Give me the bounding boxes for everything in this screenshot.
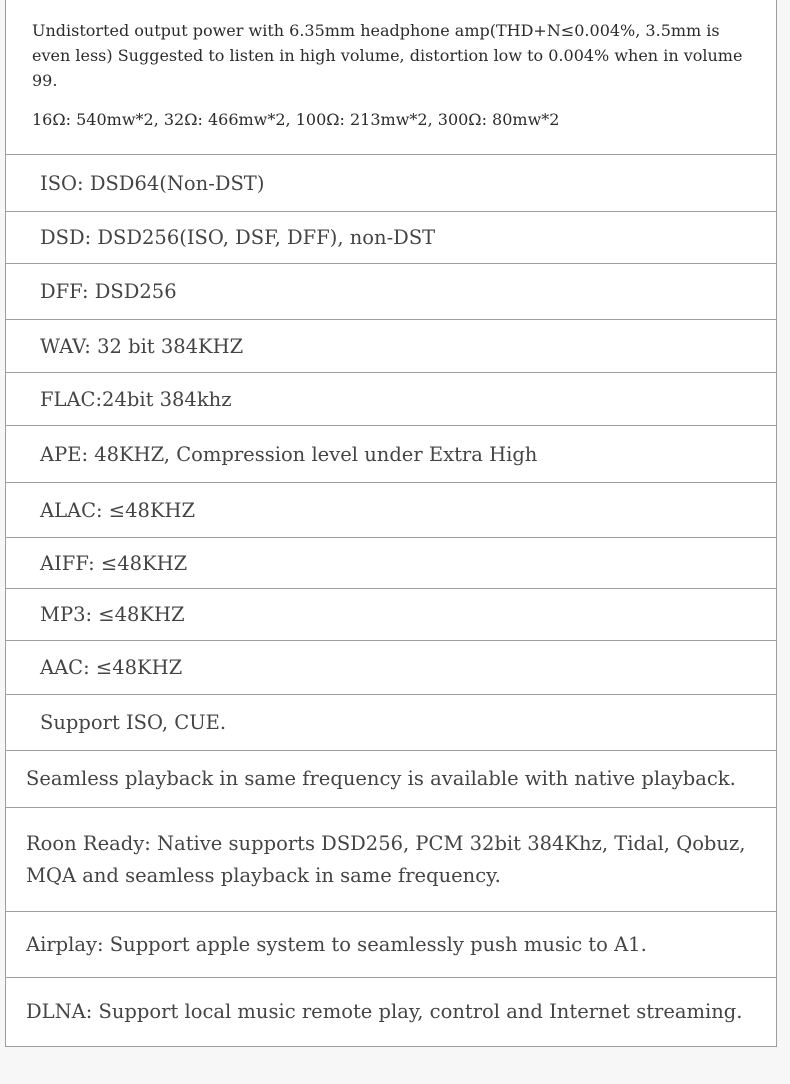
format-row-wav: WAV: 32 bit 384KHZ bbox=[6, 319, 776, 372]
format-row-dff: DFF: DSD256 bbox=[6, 263, 776, 319]
feature-row-roon: Roon Ready: Native supports DSD256, PCM 32bit 384Khz, Tidal, Qobuz, MQA and seamless playback in same frequency. bbox=[6, 807, 776, 911]
feature-row-dlna: DLNA: Support local music remote play, control and Internet streaming. bbox=[6, 977, 776, 1046]
feature-row-seamless: Seamless playback in same frequency is available with native playback. bbox=[6, 750, 776, 807]
format-row-iso: ISO: DSD64(Non-DST) bbox=[6, 154, 776, 211]
format-row-mp3: MP3: ≤48KHZ bbox=[6, 588, 776, 640]
spec-table bbox=[5, 0, 777, 1047]
power-spec-cell bbox=[6, 0, 776, 154]
power-note: Undistorted output power with 6.35mm headphone amp(THD+N≤0.004%, 3.5mm is even less) Suggested to listen in high volume, distortion low to 0.004% when in volume 99. bbox=[32, 21, 743, 90]
format-row-support: Support ISO, CUE. bbox=[6, 694, 776, 750]
feature-row-airplay: Airplay: Support apple system to seamlessly push music to A1. bbox=[6, 911, 776, 977]
format-row-alac: ALAC: ≤48KHZ bbox=[6, 482, 776, 537]
format-row-flac: FLAC:24bit 384khz bbox=[6, 372, 776, 425]
format-row-aiff: AIFF: ≤48KHZ bbox=[6, 537, 776, 588]
format-row-dsd: DSD: DSD256(ISO, DSF, DFF), non-DST bbox=[6, 211, 776, 263]
format-row-aac: AAC: ≤48KHZ bbox=[6, 640, 776, 694]
power-values: 16Ω: 540mw*2, 32Ω: 466mw*2, 100Ω: 213mw*2, 300Ω: 80mw*2 bbox=[32, 110, 560, 129]
format-row-ape: APE: 48KHZ, Compression level under Extra High bbox=[6, 425, 776, 482]
